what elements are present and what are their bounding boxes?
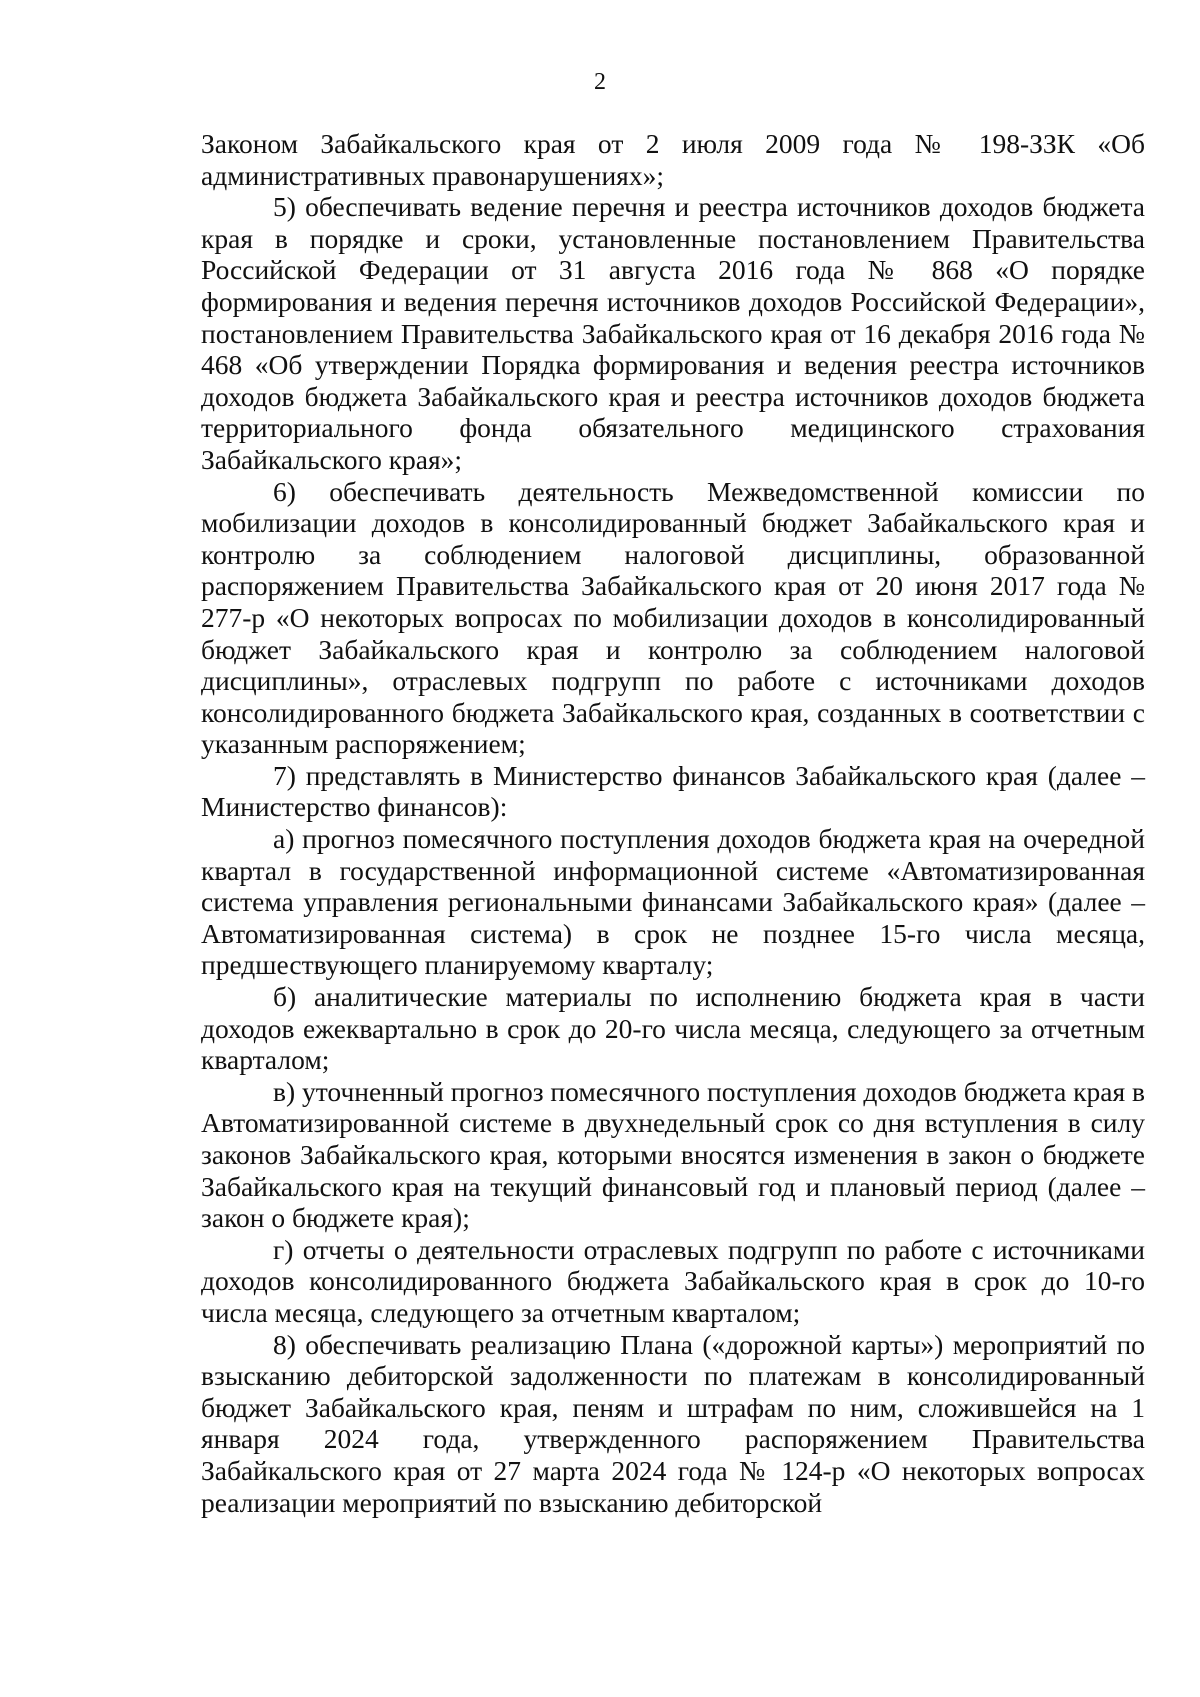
paragraph-item-6: 6) обеспечивать деятельность Межведомственной комиссии по мобилизации доходов в консолидированный бюджет Забайкальского края и контролю за соблюдением налоговой дисциплины, образованной распоряжением Правительства Забайкальского края от 20 июня 2017 года № 277-р «О некоторых вопросах по мобилизации доходов в консолидированный бюджет Забайкальского края и контролю за соблюдением налоговой дисциплины», отраслевых подгрупп по работе с источниками доходов консолидированного бюджета Забайкальского края, созданных в соответствии с указанным распоряжением; — [201, 475, 1145, 760]
paragraph-item-7: 7) представлять в Министерство финансов Забайкальского края (далее – Министерство финансов): — [201, 759, 1145, 823]
page-number: 2 — [594, 69, 606, 95]
paragraph-subitem-v: в) уточненный прогноз помесячного поступления доходов бюджета края в Автоматизированной системе в двухнедельный срок со дня вступления в силу законов Забайкальского края, которыми вносятся изменения в закон о бюджете Забайкальского края на текущий финансовый год и плановый период (далее – закон о бюджете края); — [201, 1075, 1145, 1234]
paragraph-subitem-a: а) прогноз помесячного поступления доходов бюджета края на очередной квартал в государственной информационной системе «Автоматизированная система управления региональными финансами Забайкальского края» (далее – Автоматизированная система) в срок не позднее 15-го числа месяца, предшествующего планируемому кварталу; — [201, 823, 1145, 981]
paragraph-law-reference: Законом Забайкальского края от 2 июля 2009 года № 198-ЗЗК «Об административных правонарушениях»; — [201, 128, 1145, 191]
paragraph-subitem-g: г) отчеты о деятельности отраслевых подгрупп по работе с источниками доходов консолидированного бюджета Забайкальского края в срок до 10-го числа месяца, следующего за отчетным кварталом; — [201, 1233, 1145, 1328]
paragraph-item-5: 5) обеспечивать ведение перечня и реестра источников доходов бюджета края в порядке и сроки, установленные постановлением Правительства Российской Федерации от 31 августа 2016 года № 868 «О порядке формирования и ведения перечня источников доходов Российской Федерации», постановлением Правительства Забайкальского края от 16 декабря 2016 года № 468 «Об утверждении Порядка формирования и ведения реестра источников доходов бюджета Забайкальского края и реестра источников доходов бюджета территориального фонда обязательного медицинского страхования Забайкальского края»; — [201, 191, 1145, 475]
paragraph-item-8: 8) обеспечивать реализацию Плана («дорожной карты») мероприятий по взысканию дебиторской задолженности по платежам в консолидированный бюджет Забайкальского края, пеням и штрафам по ним, сложившейся на 1 января 2024 года, утвержденного распоряжением Правительства Забайкальского края от 27 марта 2024 года № 124-р «О некоторых вопросах реализации мероприятий по взысканию дебиторской — [201, 1328, 1145, 1518]
paragraph-subitem-b: б) аналитические материалы по исполнению бюджета края в части доходов ежеквартально в срок до 20-го числа месяца, следующего за отчетным кварталом; — [201, 981, 1145, 1076]
document-body — [201, 128, 1145, 1518]
